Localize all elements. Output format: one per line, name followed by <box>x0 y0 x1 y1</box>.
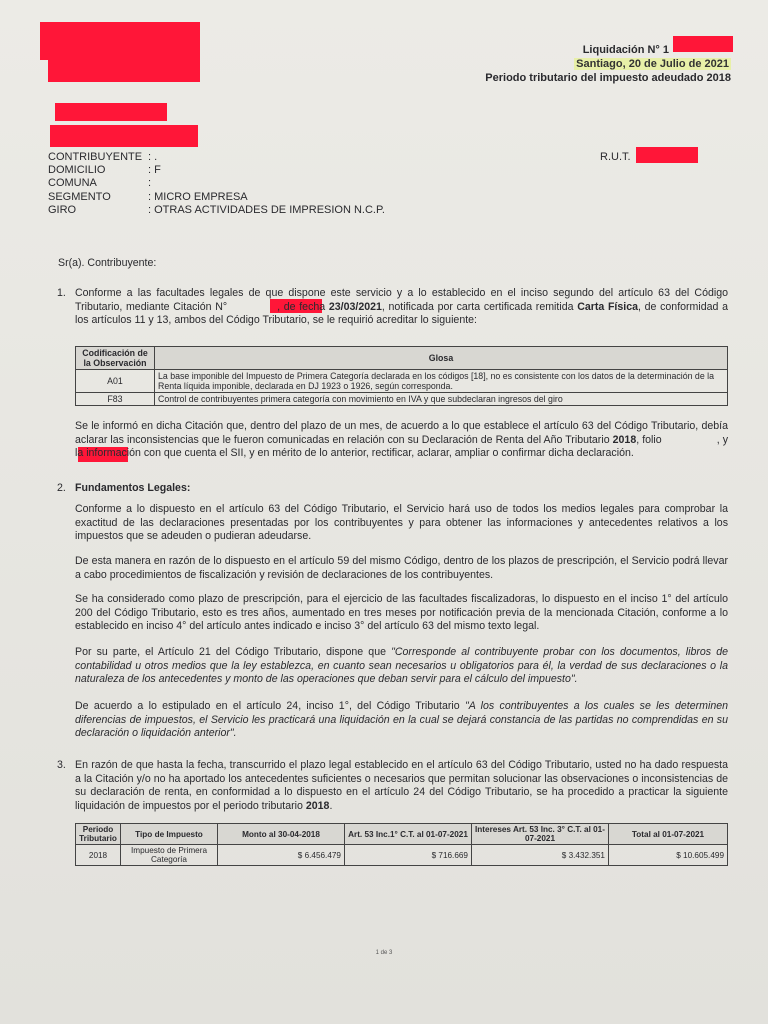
taxpayer-fields <box>48 151 385 217</box>
art53-cell: $ 716.669 <box>345 845 472 866</box>
table-header: Glosa <box>155 347 728 370</box>
monto-cell: $ 6.456.479 <box>218 845 345 866</box>
redaction-block <box>636 147 698 163</box>
table-header: Monto al 30-04-2018 <box>218 824 345 845</box>
section3-paragraph: En razón de que hasta la fecha, transcurrido el plazo legal establecido en el artículo 63 del Código Tributario, usted no ha dado respuesta a la Citación y/o no ha aportado los antecedentes suficientes o necesarios que permitan solucionar las observaciones o inconsistencias de su declaración de renta, en conformidad a lo dispuesto en el artículo 24 del Código Tributario, se ha procedido a practicar la siguiente liquidación de impuestos por el periodo tributario 2018. <box>75 759 728 812</box>
redaction-block <box>48 60 200 82</box>
periodo-cell: 2018 <box>76 845 121 866</box>
table-header: Intereses Art. 53 Inc. 3° C.T. al 01-07-2021 <box>472 824 609 845</box>
section2-title: Fundamentos Legales: <box>75 482 191 494</box>
observation-code: A01 <box>76 370 155 393</box>
observations-table <box>75 346 728 406</box>
page-number: 1 de 3 <box>375 950 393 956</box>
legal-paragraph: Por su parte, el Artículo 21 del Código Tributario, dispone que "Corresponde al contribuyente probar con los documentos, libros de contabilidad u otros medios que la ley establezca, en cuanto sean necesarios u obligatorios para él, la verdad de sus declaraciones o la naturaleza de los antecedentes y monto de las operaciones que deban servir para el cálculo del impuesto". <box>75 646 728 686</box>
intereses-cell: $ 3.432.351 <box>472 845 609 866</box>
redaction-block <box>55 103 167 121</box>
field-row-contribuyente: CONTRIBUYENTE : . <box>48 151 158 163</box>
section1-followup: Se le informó en dicha Citación que, dentro del plazo de un mes, de acuerdo a lo que establece el artículo 63 del Código Tributario, debía aclarar las inconsistencias que le fueron comunicadas en relación con su Declaración de Renta del Año Tributario 2018, folio , y la información con que cuenta el SII, y en mérito de lo anterior, rectificar, aclarar, ampliar o confirmar dicha declaración. <box>75 420 728 460</box>
table-row <box>76 370 728 393</box>
liquidation-table <box>75 823 728 866</box>
legal-paragraph: De acuerdo a lo estipulado en el artículo 24, inciso 1°, del Código Tributario "A los contribuyentes a los cuales se les determinen diferencias de impuestos, el Servicio les practicará una liquidación en la cual se dejará constancia de las partidas no comprendidas en su declaración o liquidación anterior". <box>75 700 728 740</box>
legal-paragraph: Se ha considerado como plazo de prescripción, para el ejercicio de las facultades fiscalizadoras, lo dispuesto en el inciso 1° del artículo 200 del Código Tributario, esto es tres años, aumentado en tres meses por notificación previa de la mencionada Citación, conforme a lo establecido en inciso 4° del artículo antes indicado e inciso 3° del artículo 63 del mismo texto legal. <box>75 593 728 633</box>
section-number: 2. <box>57 482 66 494</box>
observation-code: F83 <box>76 393 155 406</box>
document-date: Santiago, 20 de Julio de 2021 <box>576 58 729 70</box>
section-number: 3. <box>57 759 66 771</box>
observation-glosa: Control de contribuyentes primera categoría con movimiento en IVA y que subdeclaran ingresos del giro <box>155 393 728 406</box>
field-row-giro: GIRO : OTRAS ACTIVIDADES DE IMPRESION N.C.P. <box>48 203 385 216</box>
legal-paragraph: Conforme a lo dispuesto en el artículo 63 del Código Tributario, el Servicio hará uso de todos los medios legales para comprobar la exactitud de las declaraciones presentadas por los contribuyentes y para obtener las informaciones y antecedentes relativos a los impuestos que se adeuden o pudieran adeudarse. <box>75 503 728 543</box>
table-row <box>76 393 728 406</box>
table-header: Tipo de Impuesto <box>121 824 218 845</box>
table-header: Periodo Tributario <box>76 824 121 845</box>
table-header: Art. 53 Inc.1° C.T. al 01-07-2021 <box>345 824 472 845</box>
salutation: Sr(a). Contribuyente: <box>58 257 157 269</box>
field-row-domicilio: DOMICILIO : F <box>48 164 161 177</box>
rut-label: R.U.T. <box>600 151 631 163</box>
redaction-block <box>50 125 198 147</box>
observation-glosa: La base imponible del Impuesto de Primera Categoría declarada en los códigos [18], no es consistente con los datos de la determinación de la Renta líquida imponible, declarada en DJ 1923 o 1926, según corresponda. <box>155 370 728 393</box>
table-header: Total al 01-07-2021 <box>609 824 728 845</box>
table-row <box>76 845 728 866</box>
redaction-block <box>40 22 200 60</box>
field-row-segmento: SEGMENTO : MICRO EMPRESA <box>48 190 248 203</box>
field-row-comuna: COMUNA : <box>48 177 152 190</box>
total-cell: $ 10.605.499 <box>609 845 728 866</box>
tipo-cell: Impuesto de Primera Categoría <box>121 845 218 866</box>
tax-period-line: Periodo tributario del impuesto adeudado 2018 <box>485 72 731 84</box>
legal-paragraph: De esta manera en razón de lo dispuesto en el artículo 59 del mismo Código, dentro de los plazos de prescripción, el Servicio podrá llevar a cabo procedimientos de fiscalización y revisión de declaraciones de los contribuyentes. <box>75 555 728 581</box>
section-number: 1. <box>57 287 66 299</box>
section1-intro: Conforme a las facultades legales de que dispone este servicio y a lo establecido en el inciso segundo del artículo 63 del Código Tributario, mediante Citación N° , de fecha 23/03/2021, notificada por carta certificada remitida Carta Física, de conformidad a los artículos 11 y 13, ambos del Código Tributario, se le requirió acreditar lo siguiente: <box>75 287 728 327</box>
table-header: Codificación de la Observación <box>76 347 155 370</box>
liquidacion-number: Liquidación N° 1 <box>582 44 669 56</box>
